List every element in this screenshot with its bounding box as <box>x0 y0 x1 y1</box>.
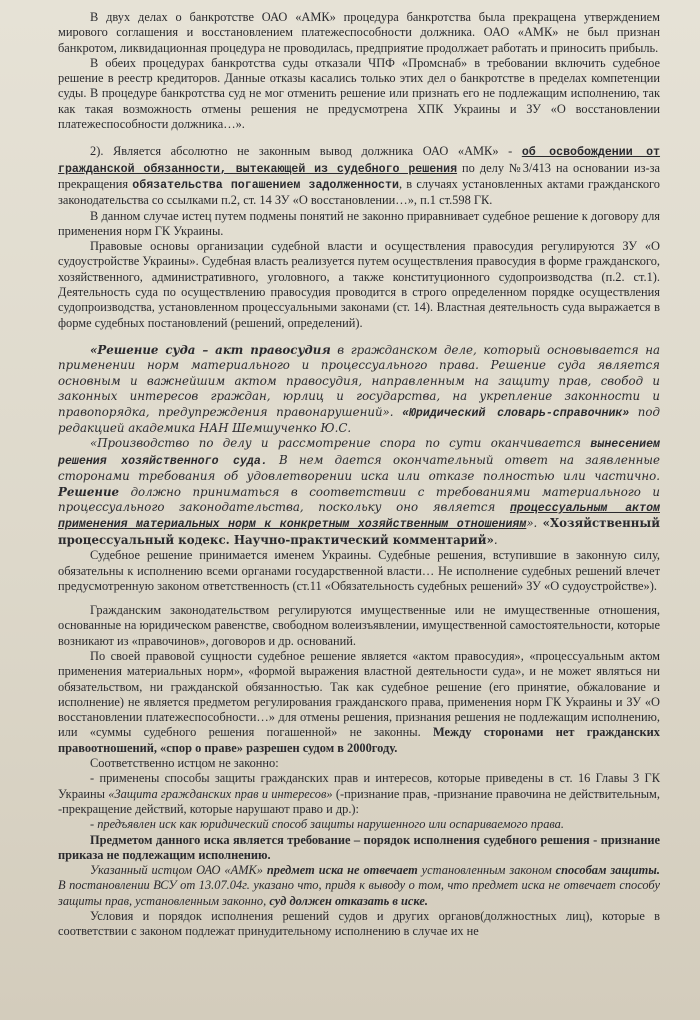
paragraph: Предметом данного иска является требование – порядок исполнения судебного решения - признание приказа не подлежащим исполнению. <box>58 832 660 862</box>
emphasis-text: способам защиты. <box>555 863 660 878</box>
emphasis-text: процессуальным актом применения материальных норм к конкретным хозяйственным отношениям <box>58 502 660 532</box>
emphasis-text: суд должен отказать в иске. <box>269 893 428 908</box>
emphasis-text: об освобождении от гражданской обязанности, вытекающей из судебного решения <box>58 146 661 176</box>
source-title: «Юридический словарь-справочник» <box>401 406 630 420</box>
text-run: (-признание прав, -признание правочина не действительным, -прекращение действий, которые нарушают право и др.): <box>58 786 660 816</box>
paragraph: Гражданским законодательством регулируются имущественные или не имущественные отношения, основанные на юридическом равенстве, свободном волеизъявлении, имущественной самостоятельности, которые возникают из «правочинов», договоров и др. оснований. <box>58 603 660 648</box>
quote-paragraph <box>58 343 660 436</box>
emphasis-text: Решение <box>58 484 120 499</box>
list-item: - предъявлен иск как юридический способ защиты нарушенного или оспариваемого права. <box>90 817 564 832</box>
text-run: в гражданском деле, который основывается на применении норм материального и процессуального права. Решение суда является основным и важнейшим актом правосудия, направленным на защиту прав, свобод и законных интересов граждан, юрлиц и государства, на укрепление законности и правопорядка, предупреждения правонарушений». <box>58 342 660 419</box>
emphasis-text: вынесением решения хозяйственного суда. <box>58 438 660 468</box>
text-run: по делу №3/413 на основании из-за прекращения <box>58 160 660 191</box>
paragraph: В обеих процедурах банкротства суды отказали ЧПФ «Промснаб» в требовании включить судебное решение в реестр кредиторов. Данные отказы касались только этих дел о банкротстве в пределах компетенции суды. В процедуре банкротства суд не мог отменить решение или признать его не подлежащим исполнению, так как такая возможность отмены решения не предусмотрена ХПК Украины и ЗУ «О восстановлении платежеспособности должника…». <box>58 55 660 132</box>
text-run: установленным законом <box>417 863 556 878</box>
text-run: . <box>493 532 498 547</box>
paragraph <box>58 649 660 756</box>
paragraph <box>58 144 660 208</box>
emphasis-text: Между сторонами нет гражданских правоотношений, «спор о праве» разрешен судом в 2000году. <box>58 725 660 755</box>
paragraph: Условия и порядок исполнения решений судов и других органов(должностных лиц), которые в соответствии с законом подлежат принудительному исполнению в случае их не <box>58 909 660 939</box>
source-title: «Хозяйственный процессуальный кодекс. Научно-практический комментарий» <box>58 516 661 547</box>
paragraph <box>58 863 660 909</box>
paragraph: Судебное решение принимается именем Украины. Судебные решения, вступившие в законную силу, обязательны к исполнению всеми органами государственной власти… Не исполнение судебных решений влечет предусмотренную законом ответственность (ст.11 «Обязательность судебных решений» ЗУ «О судоустройстве»). <box>58 548 660 593</box>
list-item <box>58 771 660 817</box>
text-run: ». <box>526 516 543 531</box>
emphasis-text: предмет иска не отвечает <box>266 863 418 878</box>
text-run: «Производство по делу и рассмотрение спора по сути оканчивается <box>90 436 591 451</box>
text-run: 2). Является абсолютно не законным вывод должника ОАО «АМК» - <box>90 144 522 159</box>
text-run: В нем дается окончательный ответ на заявленные сторонами требования об удовлетворении иска или отказе полностью или частично. <box>58 452 660 484</box>
quote-paragraph <box>58 436 660 548</box>
text-run: По своей правовой сущности судебное решение является «актом правосудия», «процессуальным актом применения материальных норм», «формой выражения властной деятельности суда», и не может являться ни обязательством, ни гражданской обязанностью. Так как судебное решение (его принятие, обжалование и исполнение) не является предметом регулирования гражданского права, применения норм ГК Украины и ЗУ «О восстановлении платежеспособности…» для отмены решения, признания решения не подлежащим исполнению, или «суммы судебного решения погашенной» не законны. <box>58 649 660 740</box>
paragraph: В двух делах о банкротстве ОАО «АМК» процедура банкротства была прекращена утверждением мирового соглашения и восстановлением платежеспособности должника. ОАО «АМК» не был признан банкротом, ликвидационная процедура не проводилась, предприятие продолжает работать и приносить прибыль. <box>58 10 660 55</box>
emphasis-text: «Защита гражданских прав и интересов» <box>108 786 333 801</box>
paragraph: Правовые основы организации судебной власти и осуществления правосудия регулируются ЗУ «О судоустройстве Украины». Судебная власть реализуется путем осуществления правосудия в форме гражданского, хозяйственного, административного, уголовного, а также конституционного судопроизводства (п.2. ст.1). Деятельность суда по осуществлению правосудия проводится в строго определенном порядке осуществления судопроизводства, установленном процессуальными законами (ст. 14). Властная деятельность суда выражается в форме судебных постановлений (решений, определений). <box>58 239 660 330</box>
paragraph: В данном случае истец путем подмены понятий не законно приравнивает судебное решение к договору для применения норм ГК Украины. <box>58 208 660 238</box>
text-run: В постановлении ВСУ от 13.07.04г. указано что, придя к выводу о том, что предмет иска не отвечает способу защиты прав, установленным законно, <box>58 878 660 908</box>
text-run: - применены способы защиты гражданских прав и интересов, которые приведены в ст. 16 Главы 3 ГК Украины <box>58 771 660 801</box>
text-run: Указанный истцом ОАО «АМК» <box>90 863 267 878</box>
emphasis-text: обязательства погашением задолженности <box>132 178 399 192</box>
text-run: под редакцией академика НАН Шемшученко Ю.С. <box>58 404 660 435</box>
emphasis-text: «Решение суда – акт правосудия <box>90 342 331 357</box>
text-run: должно приниматься в соответствии с требованиями материального и процессуального законодательства, поскольку оно является <box>58 484 660 514</box>
text-run: , в случаях установленных актами гражданского законодательства со ссылками п.2, ст. 14 ЗУ «О восстановлении…», п.1 ст.598 ГК. <box>58 176 661 208</box>
paragraph: Соответственно истцом не законно: <box>90 756 279 771</box>
